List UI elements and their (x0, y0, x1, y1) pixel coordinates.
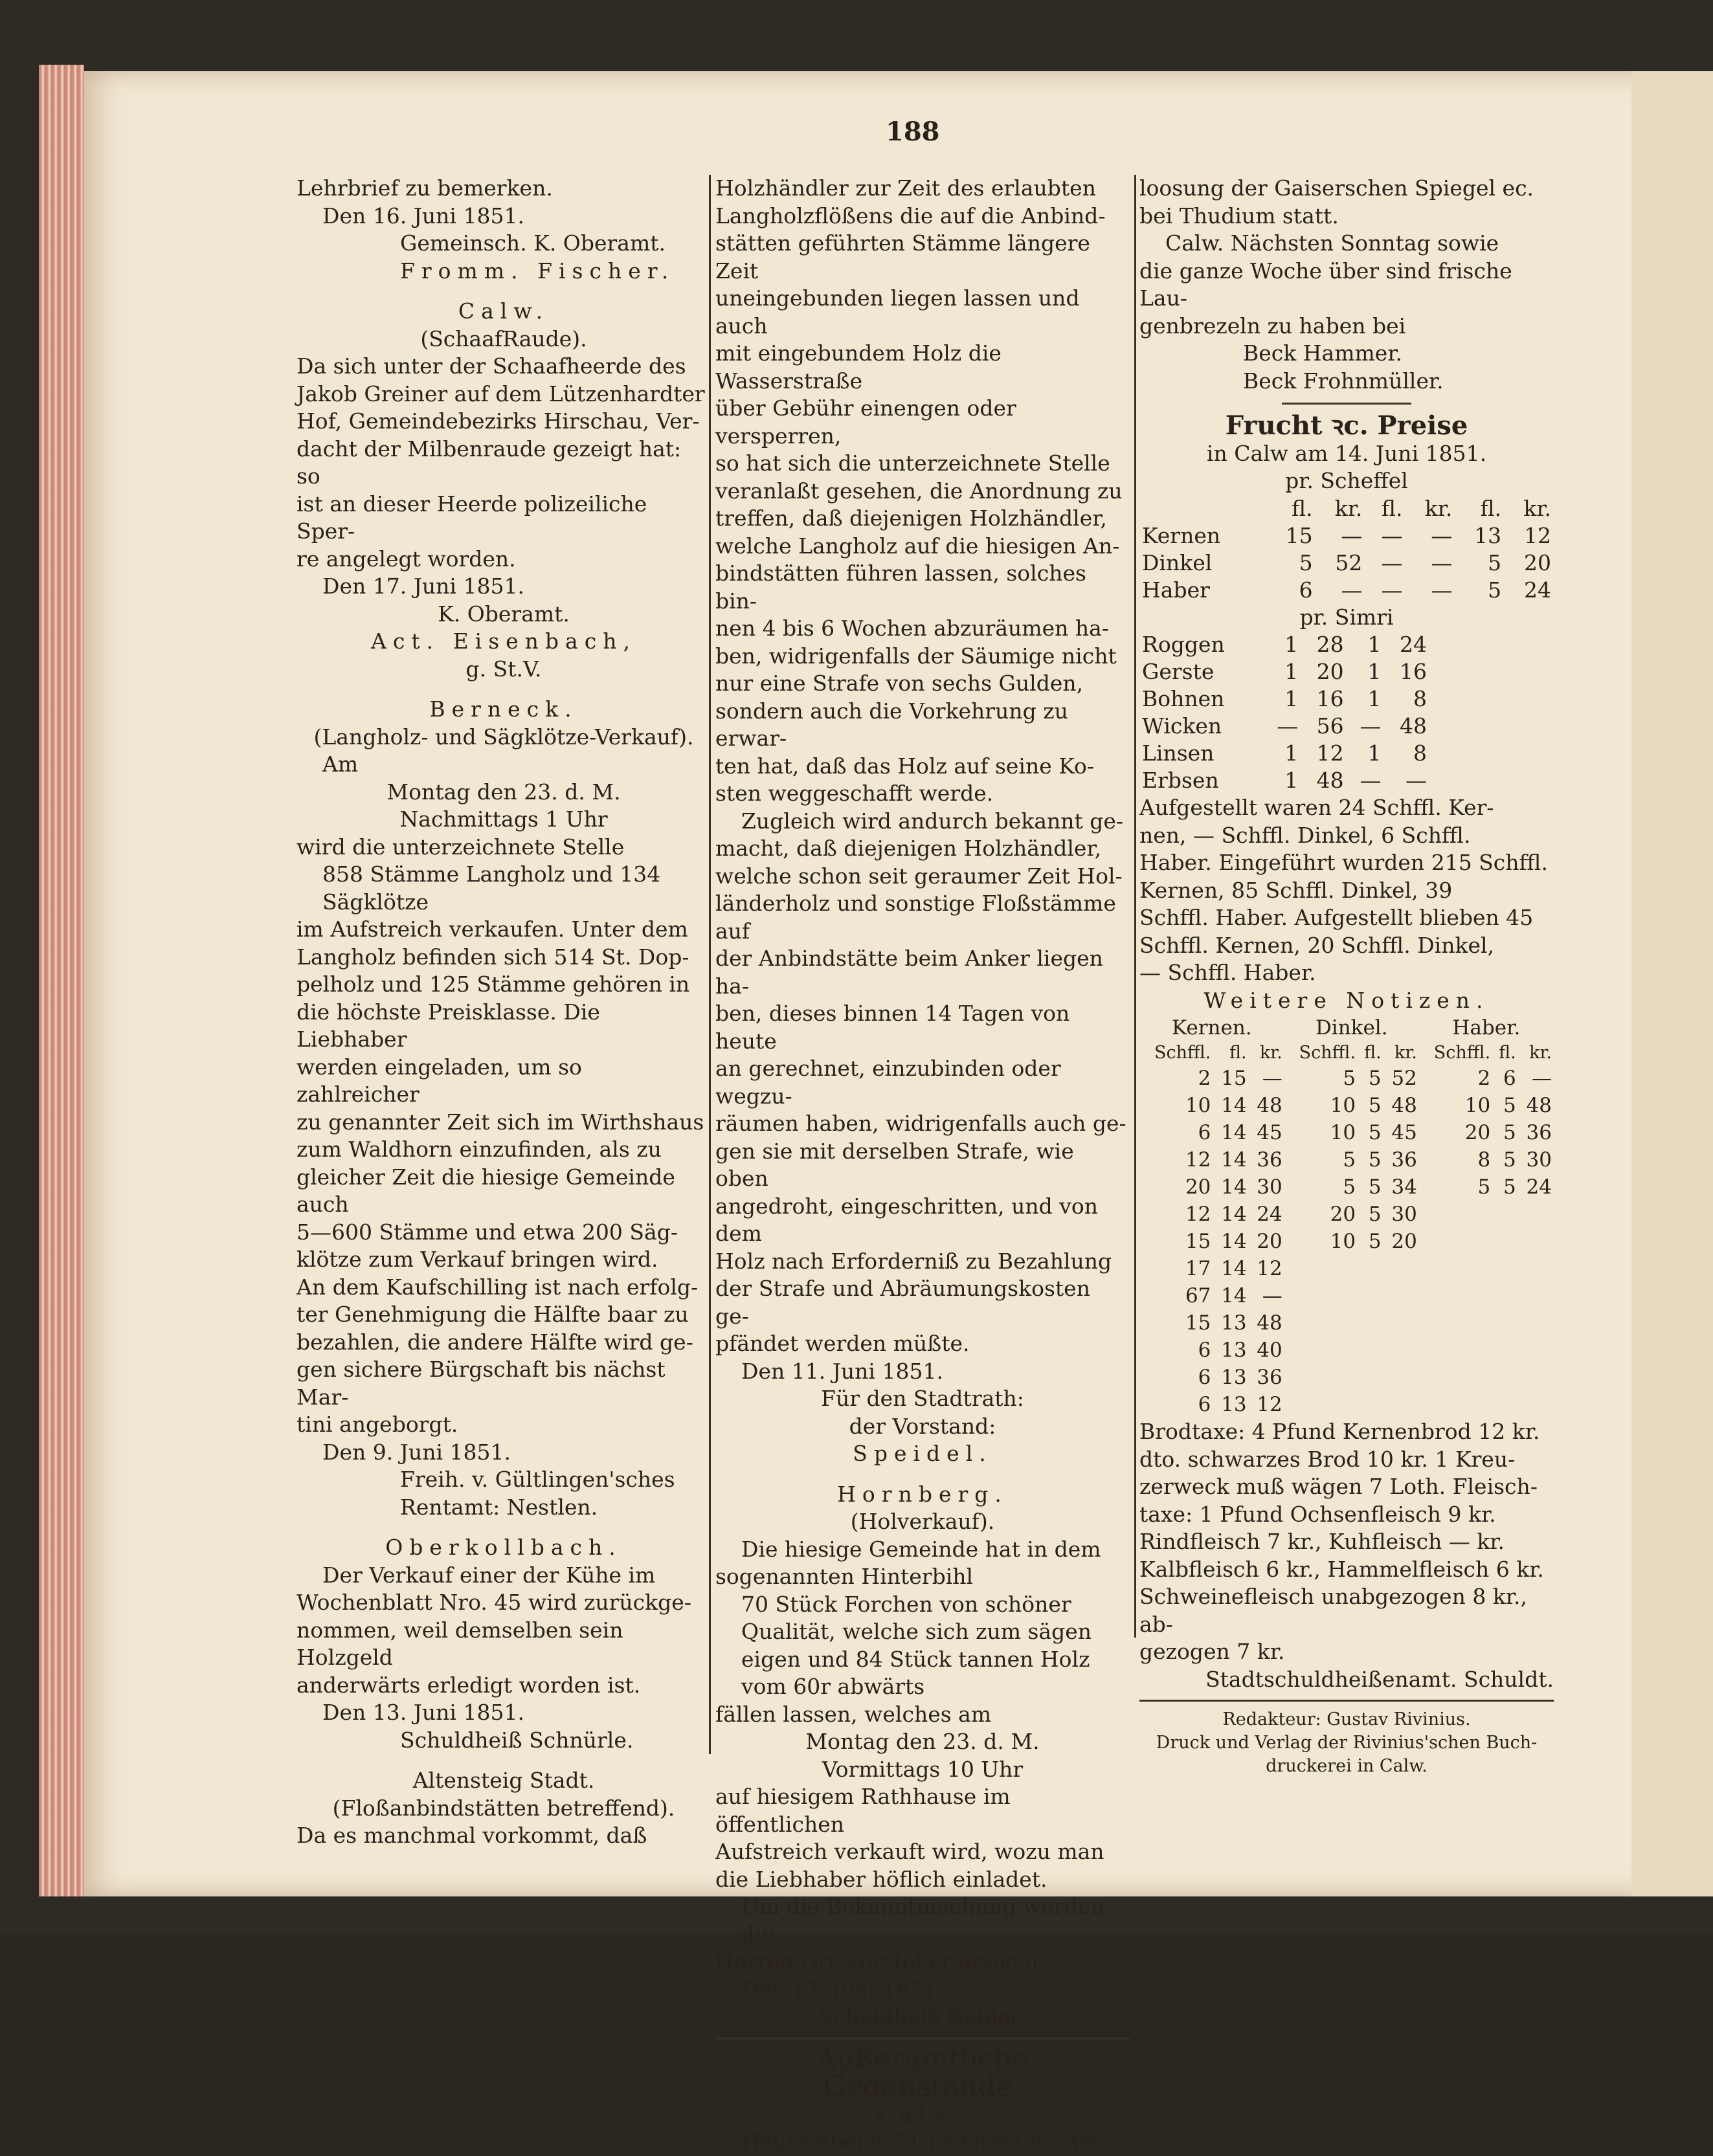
table-cell: 20 (1330, 1203, 1356, 1226)
text-line: Brodtaxe: 4 Pfund Kernenbrod 12 kr. (1139, 1419, 1540, 1444)
table-row (1139, 1065, 1554, 1092)
text-line: sten weggeschafft werde. (715, 781, 994, 806)
text-line: Qualität, welche sich zum sägen (741, 1619, 1092, 1644)
table-cell: 6 (1503, 1067, 1516, 1090)
text-line: Rindfleisch 7 kr., Kuhfleisch — kr. (1139, 1529, 1505, 1554)
text-line: Kalbfleisch 6 kr., Hammelfleisch 6 kr. (1139, 1556, 1544, 1582)
table-cell: 14 (1221, 1121, 1247, 1144)
signature-line: Fromm. Fischer. (400, 258, 675, 283)
table-cell: 5 (1503, 1148, 1516, 1172)
spacer (715, 1468, 1130, 1481)
text-line: pelholz und 125 Stämme gehören in (297, 972, 690, 997)
table-row (1139, 1228, 1554, 1255)
table-cell: 5 (1368, 1121, 1382, 1144)
text-line: Am (322, 751, 359, 777)
table-row: Wicken — 56 — 48 (1142, 713, 1427, 739)
col-header: kr. (1334, 495, 1363, 521)
table-cell: 15 (1185, 1230, 1211, 1253)
text-line: wird die unterzeichnete Stelle (297, 834, 625, 860)
text-line: Hof, Gemeindebezirks Hirschau, Ver- (297, 408, 700, 434)
text-line: Da es manchmal vorkommt, daß (297, 1823, 647, 1848)
table-cell: 10 (1185, 1094, 1211, 1117)
table-cell: 24 (1526, 1175, 1552, 1199)
table-cell: 48 (1391, 1094, 1417, 1117)
text-line: Sägklötze (322, 889, 429, 915)
authority-line: Freih. v. Gültlingen'sches (400, 1467, 675, 1492)
text-line: länderholz und sonstige Floßstämme auf (715, 891, 1116, 944)
table-cell: 5 (1477, 1175, 1491, 1199)
table-row (1139, 1119, 1554, 1146)
notice-subheading: (Holverkauf). (850, 1509, 995, 1534)
notice-heading: Calw. (458, 298, 550, 324)
table-cell (1284, 1391, 1554, 1418)
text-line: auf hiesigem Rathhause im öffentlichen (715, 1784, 1011, 1837)
table-cell: 10 (1330, 1121, 1356, 1144)
table-cell: 48 (1257, 1094, 1282, 1117)
table-cell: 36 (1257, 1366, 1282, 1389)
table-cell: 13 (1221, 1311, 1247, 1335)
table-cell: 6 (1198, 1366, 1211, 1389)
column-rule-2 (1134, 175, 1136, 1638)
text-line: an gerechnet, einzubinden oder wegzu- (715, 1056, 1061, 1109)
table-cell (1284, 1309, 1554, 1337)
text-line: anderwärts erledigt worden ist. (297, 1672, 641, 1698)
text-line: welche schon seit geraumer Zeit Hol- (715, 863, 1123, 889)
table-row: Erbsen 1 48 — — (1142, 768, 1427, 793)
table-cell (1518, 1228, 1554, 1255)
table-cell (1518, 1201, 1554, 1228)
text-line: Montag den 23. d. M. (805, 1729, 1040, 1754)
table-cell: 45 (1257, 1121, 1282, 1144)
text-line: gen sie mit derselben Strafe, wie oben (715, 1138, 1074, 1191)
table-cell: 30 (1391, 1203, 1417, 1226)
table-cell: 45 (1391, 1121, 1417, 1144)
table-row (1139, 1309, 1554, 1337)
table-cell: 40 (1257, 1339, 1282, 1362)
prices-title: Frucht ꝛc. Preise (1225, 410, 1468, 441)
text-line: 70 Stück Forchen von schöner (741, 1591, 1071, 1617)
table-row: Haber 6 — — — 5 24 (1142, 577, 1551, 603)
table-cell: 6 (1198, 1121, 1211, 1144)
table-row (1139, 1146, 1554, 1173)
table-cell: 2 (1477, 1067, 1491, 1090)
spacer (297, 683, 711, 696)
table-cell (1492, 1228, 1518, 1255)
text-line: welche Langholz auf die hiesigen An- (715, 533, 1120, 559)
table-cell: 5 (1368, 1230, 1382, 1253)
text-line: sondern auch die Vorkehrung zu erwar- (715, 698, 1068, 751)
table-cell: 20 (1391, 1230, 1417, 1253)
text-line: Holz nach Erforderniß zu Bezahlung (715, 1248, 1112, 1274)
table-cell: 17 (1185, 1257, 1211, 1280)
table-row (1139, 1092, 1554, 1119)
table-cell: 14 (1221, 1175, 1247, 1199)
table-cell: 13 (1221, 1339, 1247, 1362)
text-line: nur eine Strafe von sechs Gulden, (715, 671, 1084, 696)
text-line: angedroht, eingeschritten, und von dem (715, 1193, 1099, 1246)
notice-subheading: (Langholz- und Sägklötze-Verkauf). (313, 724, 694, 750)
group-header-row: Kernen. Dinkel. Haber. (1172, 1016, 1521, 1039)
table-cell (1492, 1201, 1518, 1228)
table-cell: 14 (1221, 1230, 1247, 1253)
text-line: Schffl. Kernen, 20 Schffl. Dinkel, (1139, 932, 1495, 958)
date-line: Den 13. Juni 1851. (322, 1700, 524, 1725)
text-line: dto. schwarzes Brod 10 kr. 1 Kreu- (1139, 1446, 1516, 1472)
text-line: Um die Bekanntmachung werden die (741, 1894, 1104, 1947)
table-cell: 5 (1368, 1148, 1382, 1172)
text-line: Calw. Nächsten Sonntag sowie (1165, 230, 1499, 256)
signature-line: Rentamt: Nestlen. (400, 1494, 598, 1520)
text-line: — Schffl. Haber. (1139, 960, 1316, 985)
col-header: fl. (1382, 495, 1403, 521)
authority-line: Für den Stadtrath: (821, 1386, 1024, 1411)
notice-heading: Calw. (877, 2101, 968, 2127)
date-line: Den 9. Juni 1851. (322, 1439, 511, 1465)
table-cell: 20 (1257, 1230, 1282, 1253)
table-cell: 5 (1343, 1148, 1356, 1172)
table-cell: — (1262, 1284, 1282, 1307)
table-cell: 67 (1185, 1284, 1211, 1307)
text-line: gezogen 7 kr. (1139, 1639, 1285, 1664)
text-line: dacht der Milbenraude gezeigt hat: so (297, 436, 682, 489)
text-line: Der Verkauf einer der Kühe im (322, 1562, 656, 1588)
text-line: Jakob Greiner auf dem Lützenhardter (297, 381, 705, 406)
table-cell: 14 (1221, 1148, 1247, 1172)
table-cell: 36 (1526, 1121, 1552, 1144)
table-cell (1284, 1337, 1554, 1364)
table-cell: 13 (1221, 1393, 1247, 1416)
table-cell: 36 (1391, 1148, 1417, 1172)
table-cell: 6 (1198, 1393, 1211, 1416)
signature-line: Schuldheiß Kübler. (819, 2004, 1025, 2029)
table-cell: 5 (1503, 1175, 1516, 1199)
text-line: Wochenblatt Nro. 45 wird zurückge- (297, 1590, 691, 1615)
text-line: ter Genehmigung die Hälfte baar zu (297, 1302, 689, 1327)
text-line: klötze zum Verkauf bringen wird. (297, 1247, 658, 1272)
text-line: macht, daß diejenigen Holzhändler, (715, 836, 1102, 861)
text-line: bezahlen, die andere Hälfte wird ge- (297, 1329, 693, 1355)
text-line: im Aufstreich verkaufen. Unter dem (297, 917, 688, 942)
table-cell: 12 (1185, 1148, 1211, 1172)
weitere-notizen-table (1139, 1014, 1554, 1418)
notice-subheading: (SchaafRaude). (420, 326, 587, 351)
date-line: Den 13. Juni 1851. (741, 1976, 943, 2002)
text-line: Vormittags 10 Uhr (822, 1756, 1024, 1782)
table-cell: 15 (1185, 1311, 1211, 1335)
spacer (297, 1754, 711, 1767)
notice-subheading: (Floßanbindstätten betreffend). (332, 1795, 675, 1821)
table-cell: 10 (1464, 1094, 1491, 1117)
text-line: stätten geführten Stämme längere Zeit (715, 230, 1090, 283)
text-line: Aufstreich verkauft wird, wozu man (715, 1839, 1104, 1864)
table-cell: — (1532, 1067, 1552, 1090)
section-heading: Außeramtliche Gegenstände. (816, 2042, 1029, 2103)
table-row (1139, 1282, 1554, 1309)
simri-price-table (1139, 631, 1429, 794)
table-cell (1419, 1228, 1492, 1255)
table-cell: 12 (1185, 1203, 1211, 1226)
col-header-row: Schffl. fl. kr. Schffl. fl. kr. Schffl. fl. kr. (1154, 1043, 1552, 1063)
notice-heading: Hornberg. (837, 1481, 1008, 1507)
text-line: werden eingeladen, um so zahlreicher (297, 1054, 582, 1107)
text-line: vom 60r abwärts (741, 1674, 925, 1699)
table-cell (1284, 1255, 1554, 1282)
text-line: sogenannten Hinterbihl (715, 1564, 974, 1589)
table-cell: 10 (1330, 1230, 1356, 1253)
text-line: ten hat, daß das Holz auf seine Ko- (715, 753, 1095, 779)
table-row (1139, 1173, 1554, 1201)
table-row (1139, 1337, 1554, 1364)
date-line: Den 17. Juni 1851. (322, 573, 524, 599)
table-cell: 5 (1343, 1175, 1356, 1199)
unit-label: pr. Scheffel (1285, 468, 1408, 493)
table-cell: 5 (1368, 1067, 1382, 1090)
text-line: Haber. Eingeführt wurden 215 Schffl. (1139, 850, 1549, 875)
table-cell: 5 (1368, 1094, 1382, 1117)
table-cell: 48 (1257, 1311, 1282, 1335)
merchant-line: Beck Frohnmüller. (1243, 368, 1444, 394)
table-cell: 30 (1257, 1175, 1282, 1199)
table-cell: 2 (1198, 1067, 1211, 1090)
table-cell: 14 (1221, 1094, 1247, 1117)
text-line: Schweinefleisch unabgezogen 8 kr., ab- (1139, 1584, 1527, 1637)
text-line: nen 4 bis 6 Wochen abzuräumen ha- (715, 616, 1109, 641)
authority-line: Gemeinsch. K. Oberamt. (400, 230, 666, 256)
text-line: Lehrbrief zu bemerken. (297, 175, 553, 201)
text-line: zum Waldhorn einzufinden, als zu (297, 1137, 662, 1162)
text-line: An dem Kaufschilling ist nach erfolg- (297, 1274, 699, 1300)
text-line: bindstätten führen lassen, solches bin- (715, 561, 1086, 614)
text-line: Holzhändler zur Zeit des erlaubten (715, 175, 1096, 201)
column-1 (297, 175, 711, 1850)
table-row: Linsen 1 12 1 8 (1142, 740, 1427, 766)
table-row (1139, 1201, 1554, 1228)
date-line: Den 11. Juni 1851. (741, 1358, 943, 1384)
text-line: Langholzflößens die auf die Anbind- (715, 203, 1106, 228)
table-cell: 24 (1257, 1203, 1282, 1226)
merchant-line: Beck Hammer. (1243, 340, 1402, 366)
authority-line: der Vorstand: (849, 1413, 996, 1439)
text-line: fällen lassen, welches am (715, 1701, 992, 1727)
page-number: 188 (886, 117, 940, 147)
text-line: Herren Ortsvorsteher ersucht. (715, 1949, 1047, 1974)
table-cell: 5 (1368, 1175, 1382, 1199)
text-line: Da sich unter der Schaafheerde des (297, 353, 686, 379)
table-row: Kernen 15 — — — 13 12 (1142, 522, 1551, 548)
text-line: pfändet werden müßte. (715, 1331, 970, 1356)
col-header: kr. (1523, 495, 1551, 521)
table-cell (1139, 495, 1266, 522)
signature-line: Schuldheiß Schnürle. (400, 1727, 634, 1753)
table-cell: 20 (1464, 1121, 1491, 1144)
notes-heading: Weitere Notizen. (1204, 987, 1490, 1013)
signature-line: Stadtschuldheißenamt. Schuldt. (1205, 1666, 1554, 1692)
text-line: bei Thudium statt. (1139, 203, 1339, 228)
table-cell: — (1262, 1067, 1282, 1090)
table-cell: 30 (1526, 1148, 1552, 1172)
text-line: gen sichere Bürgschaft bis nächst Mar- (297, 1357, 666, 1410)
text-line: Nachmittags 1 Uhr (399, 806, 608, 832)
text-line: Heute Abend 7 Uhr findet die Ver- (741, 2129, 1113, 2154)
facing-page-edge (1631, 71, 1713, 1896)
text-line: zu genannter Zeit sich im Wirthshaus (297, 1109, 704, 1135)
short-divider (1282, 403, 1411, 405)
text-line: 858 Stämme Langholz und 134 (322, 861, 661, 887)
date-line: Den 16. Juni 1851. (322, 203, 524, 228)
signature-line: Act. Eisenbach, (371, 628, 636, 654)
text-line: 5—600 Stämme und etwa 200 Säg- (297, 1219, 678, 1245)
text-line: taxe: 1 Pfund Ochsenfleisch 9 kr. (1139, 1501, 1496, 1527)
text-line: genbrezeln zu haben bei (1139, 313, 1406, 339)
table-cell: 36 (1257, 1148, 1282, 1172)
imprint-line: druckerei in Calw. (1266, 1756, 1428, 1776)
table-row: Gerste 1 20 1 16 (1142, 659, 1427, 684)
text-line: ist an dieser Heerde polizeiliche Sper- (297, 491, 647, 544)
table-cell: 5 (1343, 1067, 1356, 1090)
text-line: tini angeborgt. (297, 1412, 458, 1437)
text-line: Langholz befinden sich 514 St. Dop- (297, 944, 689, 970)
scheffel-price-table (1139, 495, 1554, 604)
text-line: uneingebunden liegen lassen und auch (715, 285, 1080, 339)
text-line: so hat sich die unterzeichnete Stelle (715, 450, 1110, 476)
signature-line: g. St.V. (465, 656, 542, 682)
table-cell (1284, 1282, 1554, 1309)
table-row (1139, 1255, 1554, 1282)
text-line: räumen haben, widrigenfalls auch ge- (715, 1111, 1126, 1136)
imprint-divider (1139, 1700, 1554, 1702)
table-cell (1419, 1201, 1492, 1228)
signature-line: Speidel. (853, 1441, 992, 1466)
col-header: kr. (1424, 495, 1453, 521)
table-row: Roggen 1 28 1 24 (1142, 632, 1427, 657)
text-line: treffen, daß diejenigen Holzhändler, (715, 506, 1107, 531)
spacer (297, 1521, 711, 1534)
text-line: zerweck muß wägen 7 Loth. Fleisch- (1139, 1474, 1538, 1499)
col-header: fl. (1480, 495, 1502, 521)
table-header-row (1139, 495, 1554, 522)
prices-subtitle: in Calw am 14. Juni 1851. (1206, 440, 1487, 466)
text-line: nommen, weil demselben sein Holzgeld (297, 1617, 623, 1670)
section-divider (715, 2038, 1130, 2039)
table-cell: 48 (1526, 1094, 1552, 1117)
spacer (297, 285, 711, 298)
table-row (1139, 1364, 1554, 1391)
text-line: nen, — Schffl. Dinkel, 6 Schffl. (1139, 822, 1471, 848)
text-line: Die hiesige Gemeinde hat in dem (741, 1536, 1101, 1562)
text-line: über Gebühr einengen oder versperren, (715, 395, 1016, 449)
table-cell: 12 (1257, 1257, 1282, 1280)
table-cell: 15 (1221, 1067, 1247, 1090)
table-cell: 10 (1330, 1094, 1356, 1117)
text-line: die ganze Woche über sind frische Lau- (1139, 258, 1512, 311)
text-line: die Liebhaber höflich einladet. (715, 1866, 1047, 1892)
text-line: Kernen, 85 Schffl. Dinkel, 39 (1139, 877, 1453, 903)
table-cell: 20 (1185, 1175, 1211, 1199)
text-line: mit eingebundem Holz die Wasserstraße (715, 340, 1002, 394)
editor-line: Redakteur: Gustav Rivinius. (1222, 1709, 1471, 1729)
text-line: der Anbindstätte beim Anker liegen ha- (715, 946, 1103, 999)
text-line: Montag den 23. d. M. (386, 779, 621, 805)
table-row: Bohnen 1 16 1 8 (1142, 686, 1427, 711)
page-edges (39, 65, 84, 1896)
text-line: ben, widrigenfalls der Säumige nicht (715, 643, 1117, 669)
table-cell: 13 (1221, 1366, 1247, 1389)
table-cell: 12 (1257, 1393, 1282, 1416)
text-line: Zugleich wird andurch bekannt ge- (741, 808, 1124, 834)
text-line: Schffl. Haber. Aufgestellt blieben 45 (1139, 905, 1534, 930)
table-cell: 5 (1368, 1203, 1382, 1226)
column-2 (715, 175, 1130, 2156)
column-3 (1139, 175, 1554, 1778)
table-cell: 5 (1503, 1094, 1516, 1117)
text-line: veranlaßt gesehen, die Anordnung zu (715, 478, 1123, 504)
table-cell: 14 (1221, 1257, 1247, 1280)
text-line: re angelegt worden. (297, 546, 516, 572)
col-header: fl. (1292, 495, 1313, 521)
table-row (1139, 1391, 1554, 1418)
text-line: loosung der Gaiserschen Spiegel ec. (1139, 175, 1534, 201)
notice-heading: Berneck. (429, 696, 578, 722)
table-cell: 52 (1391, 1067, 1417, 1090)
unit-label: pr. Simri (1299, 604, 1394, 630)
table-cell: 14 (1221, 1203, 1247, 1226)
table-row: Dinkel 5 52 — — 5 20 (1142, 550, 1551, 575)
table-cell: 14 (1221, 1284, 1247, 1307)
text-line: eigen und 84 Stück tannen Holz (741, 1646, 1090, 1672)
text-line: Aufgestellt waren 24 Schffl. Ker- (1139, 795, 1494, 820)
table-cell (1284, 1364, 1554, 1391)
text-line: ben, dieses binnen 14 Tagen von heute (715, 1001, 1070, 1054)
table-cell: 34 (1391, 1175, 1417, 1199)
text-line: der Strafe und Abräumungskosten ge- (715, 1276, 1090, 1329)
text-line: die höchste Preisklasse. Die Liebhaber (297, 999, 600, 1052)
notice-heading: Oberkollbach. (385, 1535, 622, 1560)
table-cell: 8 (1477, 1148, 1491, 1172)
table-cell: 6 (1198, 1339, 1211, 1362)
notice-heading: Altensteig Stadt. (412, 1768, 595, 1793)
imprint-line: Druck und Verlag der Rivinius'schen Buch- (1156, 1733, 1538, 1753)
table-cell: 5 (1503, 1121, 1516, 1144)
authority-line: K. Oberamt. (438, 601, 570, 627)
text-line: gleicher Zeit die hiesige Gemeinde auch (297, 1164, 675, 1217)
